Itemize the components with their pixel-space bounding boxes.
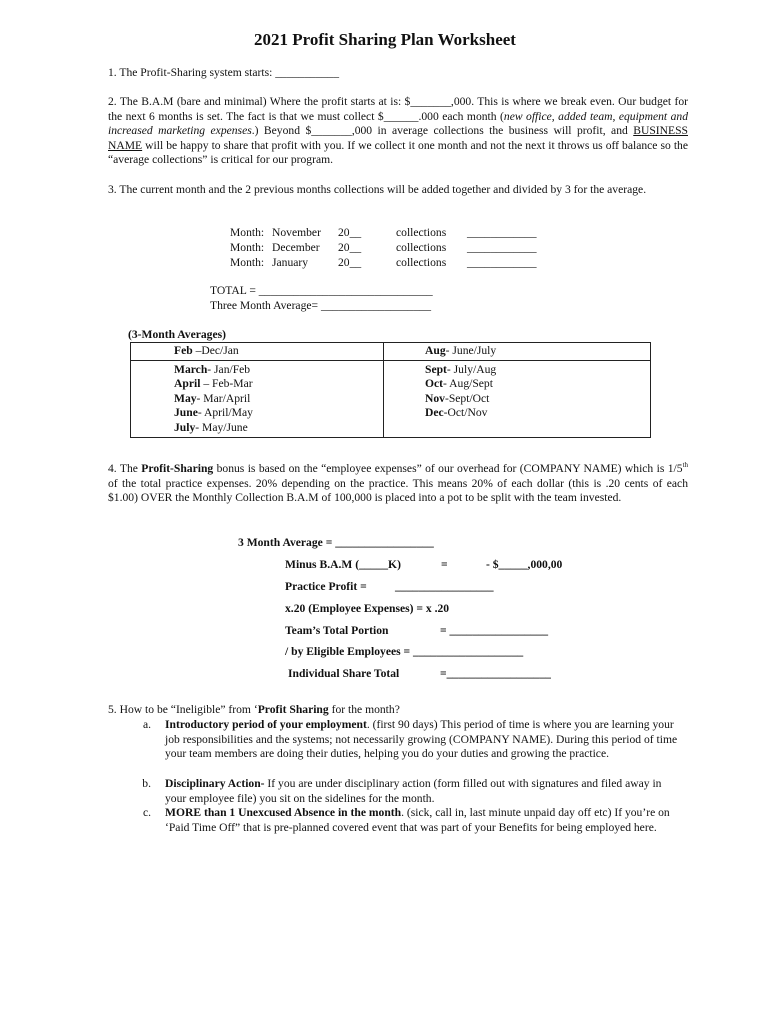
month-label: Month:	[230, 226, 265, 239]
table-body-row	[131, 360, 651, 437]
list-marker: c.	[142, 806, 151, 819]
s4-text-b: bonus is based on the “employee expenses” of our overhead for (COMPANY NAME) which is 1/5	[213, 462, 683, 475]
month-bold: July	[174, 420, 196, 434]
item-bold: Disciplinary Action-	[165, 777, 265, 790]
table-cell	[131, 343, 384, 361]
calc-team-portion-value: = _________________	[440, 624, 549, 637]
month-bold: Nov	[425, 391, 445, 405]
s5-bold: Profit Sharing	[257, 703, 329, 716]
month-row	[230, 241, 560, 256]
month-range: - Jan/Feb	[207, 362, 251, 376]
month-name: January	[272, 256, 309, 269]
month-range: - June/July	[445, 344, 497, 357]
calc-3-month-average: 3 Month Average = _________________	[238, 536, 434, 549]
list-item	[174, 392, 383, 407]
item-bold: Introductory period of your employment	[165, 718, 367, 731]
list-item-text	[165, 777, 680, 806]
month-bold: March	[174, 362, 208, 376]
business-name: BUSINESS NAME	[108, 124, 688, 152]
section-3-average: 3. The current month and the 2 previous months collections will be added together and divided by 3 for the average.	[108, 183, 647, 196]
month-range: - April/May	[197, 406, 253, 420]
list-marker: b.	[142, 777, 151, 790]
calc-practice-profit-label: Practice Profit =	[285, 580, 367, 593]
page-title: 2021 Profit Sharing Plan Worksheet	[254, 30, 516, 49]
calc-individual-share-label: Individual Share Total	[288, 667, 400, 680]
list-item	[425, 392, 650, 407]
list-marker: a.	[142, 718, 151, 731]
month-blank: ____________	[467, 226, 537, 239]
month-collections-word: collections	[396, 256, 447, 269]
month-year: 20__	[338, 226, 362, 239]
month-year: 20__	[338, 256, 362, 269]
table-header-row	[131, 343, 651, 361]
section-1-start: 1. The Profit-Sharing system starts: ___________	[108, 66, 340, 79]
ineligible-list	[0, 718, 770, 850]
list-item	[174, 363, 383, 378]
section-4-bonus	[108, 462, 688, 506]
calc-minus-bam-equals: =	[441, 558, 448, 571]
calc-eligible-employees: / by Eligible Employees = ___________________	[285, 645, 524, 658]
s2-text-b: .) Beyond $_______,000 in average collections the business will profit, and	[251, 124, 634, 138]
s4-text-a: 4. The	[108, 462, 142, 475]
month-bold: April	[174, 377, 201, 391]
list-item	[425, 377, 650, 392]
s2-text-a: 2. The B.A.M (bare and minimal) Where the profit starts at is: $_______,000. This is where we break even. Our budget for the next 6 months is set. The fact is that we must collect $______.000 each month (	[108, 95, 688, 123]
list-item	[174, 406, 383, 421]
list-item	[0, 718, 770, 777]
month-bold: May	[174, 391, 197, 405]
calc-minus-bam-value: - $_____,000,00	[486, 558, 563, 571]
section-2-bam	[108, 95, 688, 168]
month-range: - July/Aug	[446, 362, 497, 376]
three-month-average-line: Three Month Average= ___________________	[210, 299, 432, 312]
averages-table	[130, 342, 651, 438]
month-range: –Dec/Jan	[192, 344, 239, 357]
month-range: -Oct/Nov	[443, 406, 488, 420]
month-range: - Mar/April	[196, 391, 251, 405]
month-label: Month:	[230, 256, 265, 269]
list-item	[0, 806, 770, 850]
table-cell	[384, 343, 651, 361]
month-bold: Sept	[425, 362, 447, 376]
month-bold: Dec	[425, 406, 444, 420]
s5-text-a: 5. How to be “Ineligible” from ‘	[108, 703, 258, 716]
section-5-ineligible	[108, 703, 400, 718]
item-body: . (sick, call in, last minute unpaid day off etc) If you’re on ‘Paid Time Off” that is pre-planned covered event that was part of your Benefits for being employed here.	[165, 806, 670, 834]
item-bold: MORE than 1 Unexcused Absence in the month	[165, 806, 402, 819]
list-item	[425, 406, 650, 421]
list-item	[0, 777, 770, 806]
s5-text-b: for the month?	[328, 703, 400, 716]
month-bold: June	[174, 406, 198, 420]
month-range: – Feb-Mar	[200, 377, 253, 391]
month-bold: Feb	[174, 344, 193, 357]
item-body: If you are under disciplinary action (form filled out with signatures and filed away in your employee file) you sit on the sidelines for the month.	[165, 777, 662, 805]
calc-employee-expenses: x.20 (Employee Expenses) = x .20	[285, 602, 450, 615]
list-item	[174, 421, 383, 436]
calc-practice-profit-blank: _________________	[395, 580, 494, 593]
month-label: Month:	[230, 241, 265, 254]
list-item	[174, 377, 383, 392]
month-range: -Sept/Oct	[444, 391, 490, 405]
s4-text-c: of the total practice expenses. 20% depending on the practice. This means 20% of each dollar (this is .20 cents of each $1.00) OVER the Monthly Collection B.A.M of 100,000 is placed into a pot to be split with the team invested.	[108, 476, 688, 505]
list-item	[425, 363, 650, 378]
month-blank: ____________	[467, 256, 537, 269]
month-name: December	[272, 241, 320, 254]
month-collections-word: collections	[396, 241, 447, 254]
table-caption: (3-Month Averages)	[128, 328, 226, 341]
s4-sup: th	[682, 461, 689, 470]
month-row	[230, 226, 560, 241]
table-cell-left	[131, 360, 384, 437]
s2-italic: new office, added team, equipment and increased marketing expenses	[108, 109, 688, 138]
month-collections	[230, 226, 560, 271]
month-year: 20__	[338, 241, 362, 254]
month-row	[230, 256, 560, 271]
month-range: - Aug/Sept	[443, 377, 493, 391]
calc-minus-bam-label: Minus B.A.M (_____K)	[285, 558, 401, 571]
calc-team-portion-label: Team’s Total Portion	[285, 624, 389, 637]
table-cell-right	[384, 360, 651, 437]
calc-individual-share-value: =__________________	[440, 667, 551, 680]
list-item-text	[165, 718, 680, 762]
month-bold: Oct	[425, 377, 444, 391]
month-range: - May/June	[195, 420, 248, 434]
month-collections-word: collections	[396, 226, 447, 239]
item-body: . (first 90 days) This period of time is where you are learning your job responsibilities and the systems; not necessarily growing (COMPANY NAME). During this period of time your team members are doing their duties, helping you do your duties and growing the practice.	[165, 718, 678, 761]
s2-text-c: will be happy to share that profit with you. If we collect it one month and not the next it throws us off balance so the “average collections” is critical for our program.	[108, 138, 688, 167]
total-line: TOTAL = ______________________________	[210, 284, 433, 297]
month-blank: ____________	[467, 241, 537, 254]
month-name: November	[272, 226, 321, 239]
list-item-text	[165, 806, 680, 835]
month-bold: Aug	[425, 344, 446, 357]
s4-bold: Profit-Sharing	[141, 462, 214, 475]
